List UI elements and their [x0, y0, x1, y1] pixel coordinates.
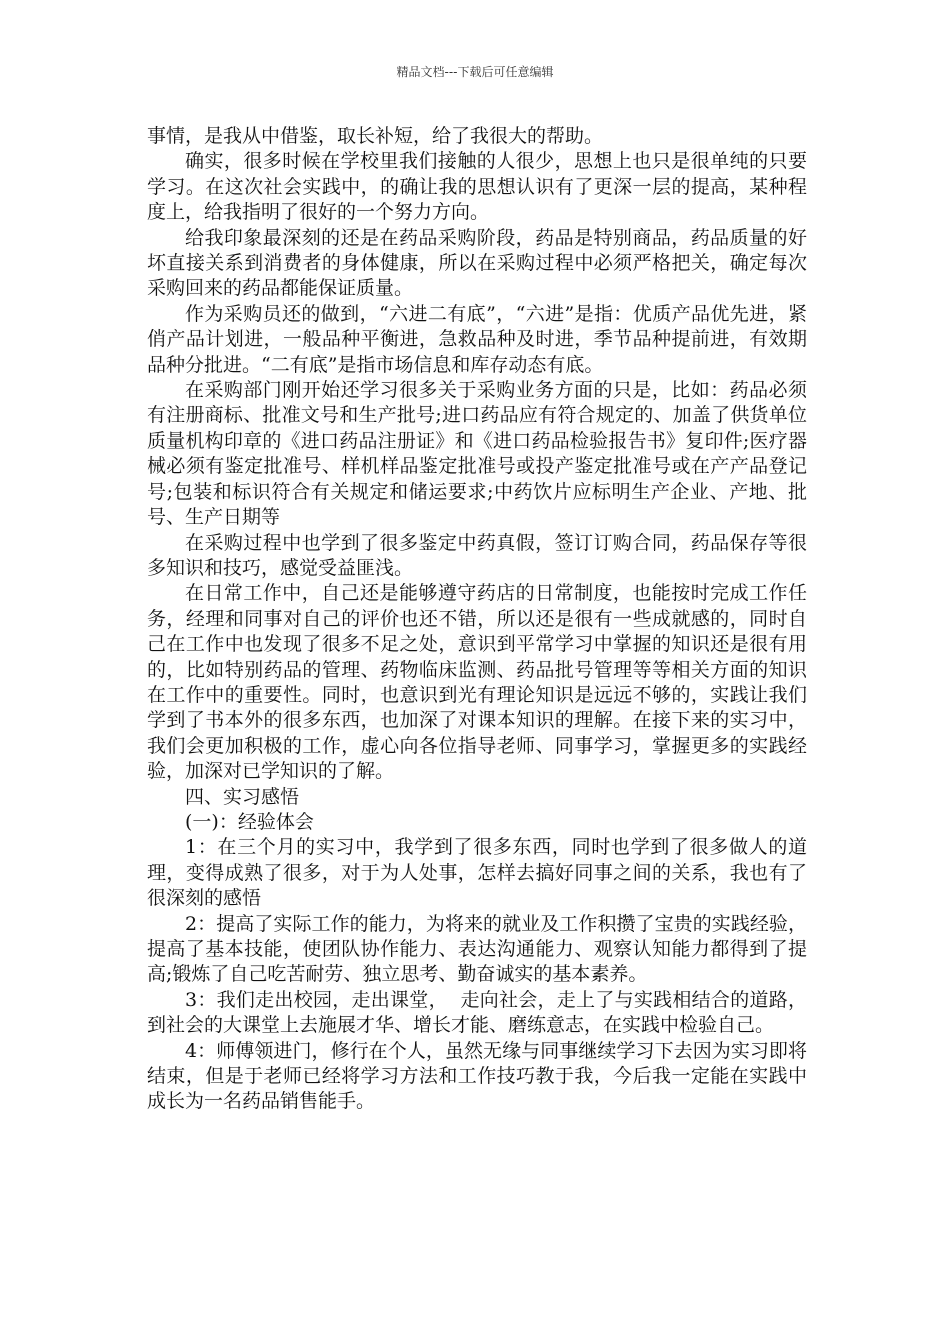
list-paragraph: 4：师傅领进门，修行在个人，虽然无缘与同事继续学习下去因为实习即将结束，但是于老师已经将学习方法和工作技巧教于我，今后我一定能在实践中成长为一名药品销售能手。 [147, 1039, 807, 1113]
paragraph: 在日常工作中，自己还是能够遵守药店的日常制度，也能按时完成工作任务，经理和同事对自己的评价也还不错，所以还是很有一些成就感的，同时自己在工作中也发现了很多不足之处，意识到平常学习中掌握的知识还是很有用的，比如特别药品的管理、药物临床监测、药品批号管理等等相关方面的知识在工作中的重要性。同时，也意识到光有理论知识是远远不够的，实践让我们学到了书本外的很多东西，也加深了对课本知识的理解。在接下来的实习中，我们会更加积极的工作，虚心向各位指导老师、同事学习，掌握更多的实践经验，加深对已学知识的了解。 [147, 582, 807, 783]
paragraph: 在采购部门刚开始还学习很多关于采购业务方面的只是，比如：药品必须有注册商标、批准文号和生产批号;进口药品应有符合规定的、加盖了供货单位质量机构印章的《进口药品注册证》和《进口药品检验报告书》复印件;医疗器械必须有鉴定批准号、样机样品鉴定批准号或投产鉴定批准号或在产产品登记号;包装和标识符合有关规定和储运要求;中药饮片应标明生产企业、产地、批号、生产日期等 [147, 379, 807, 529]
subsection-heading: (一)：经验体会 [185, 810, 314, 833]
paragraph: 给我印象最深刻的还是在药品采购阶段，药品是特别商品，药品质量的好坏直接关系到消费者的身体健康，所以在采购过程中必须严格把关，确定每次采购回来的药品都能保证质量。 [147, 226, 807, 300]
paragraph: 作为采购员还的做到，“六进二有底”，“六进”是指：优质产品优先进，紧俏产品计划进，一般品种平衡进，急救品种及时进，季节品种提前进，有效期品种分批进。“二有底”是指市场信息和库存动态有底。 [147, 302, 807, 376]
list-paragraph: 2：提高了实际工作的能力，为将来的就业及工作积攒了宝贵的实践经验，提高了基本技能，使团队协作能力、表达沟通能力、观察认知能力都得到了提高;锻炼了自己吃苦耐劳、独立思考、勤奋诚实的基本素养。 [147, 912, 807, 986]
paragraph-continued: 事情，是我从中借鉴，取长补短，给了我很大的帮助。 [147, 125, 604, 147]
document-body [147, 124, 807, 1115]
paragraph: 确实，很多时候在学校里我们接触的人很少，思想上也只是很单纯的只要学习。在这次社会实践中，的确让我的思想认识有了更深一层的提高，某种程度上，给我指明了很好的一个努力方向。 [147, 150, 807, 224]
page-header: 精品文档---下载后可任意编辑 [396, 65, 554, 79]
section-heading: 四、实习感悟 [185, 785, 300, 808]
list-paragraph: 1：在三个月的实习中，我学到了很多东西，同时也学到了很多做人的道理，变得成熟了很多，对于为人处事，怎样去搞好同事之间的关系，我也有了很深刻的感悟 [147, 836, 807, 910]
paragraph: 在采购过程中也学到了很多鉴定中药真假，签订订购合同，药品保存等很多知识和技巧，感觉受益匪浅。 [147, 531, 807, 579]
list-paragraph: 3：我们走出校园，走出课堂， 走向社会，走上了与实践相结合的道路，到社会的大课堂上去施展才华、增长才能、磨练意志，在实践中检验自己。 [147, 988, 807, 1037]
